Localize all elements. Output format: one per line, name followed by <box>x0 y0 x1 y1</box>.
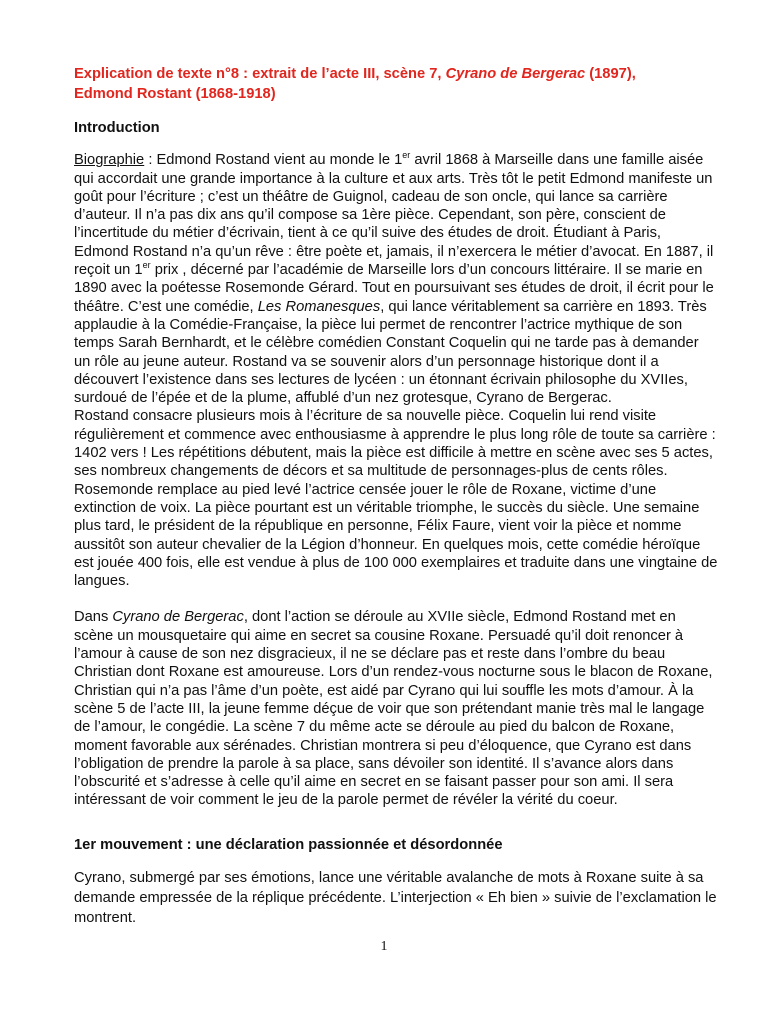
rostand-paragraph: Rostand consacre plusieurs mois à l’écriture de sa nouvelle pièce. Coquelin lui rend visite régulièrement et commence avec enthousiasme à apprendre le plus long rôle de toute sa carrière : 1402 vers ! Les répétitions débutent, mais la pièce est difficile à mettre en scène avec ses 5 actes, ses nombreux changements de décors et sa multitude de personnages-plus de cents rôles. Rosemonde remplace au pied levé l’actrice censée jouer le rôle de Roxane, victime d’une extinction de voix. La pièce pourtant est un véritable triomphe, le succès du siècle. Une semaine plus tard, le président de la république en personne, Félix Faure, vient voir la pièce et nomme aussitôt son auteur chevalier de la Légion d’honneur. En quelques mois, cette comédie héroïque est jouée 400 fois, elle est vendue à plus de 100 000 exemplaires et traduite dans une vingtaine de langues. <box>74 408 718 590</box>
dans-paragraph <box>74 608 718 809</box>
cyrano-paragraph: Cyrano, submergé par ses émotions, lance une véritable avalanche de mots à Roxane suite à sa demande empressée de la réplique précédente. L’interjection « Eh bien » suivie de l’exclamation le montrent. <box>74 869 717 926</box>
page-number: 1 <box>380 939 388 954</box>
bio-text-1: : Edmond Rostand vient au monde le 1 <box>144 152 403 169</box>
title-work: Cyrano de Bergerac <box>445 66 586 82</box>
introduction-heading: Introduction <box>74 120 160 136</box>
title-part1: Explication de texte n°8 : extrait de l’acte III, scène 7, <box>74 66 446 82</box>
movement-heading: 1er mouvement : une déclaration passionnée et désordonnée <box>74 836 503 853</box>
bio-text-2: avril 1868 à Marseille dans une famille aisée qui accordait une grande importance à la culture et aux arts. Très tôt le petit Edmond manifeste un goût pour l’écriture ; c’est un théâtre de Guignol, cadeau de son oncle, qui lance sa carrière d’auteur. Il n’a pas dix ans qu’il compose sa 1ère pièce. Cependant, son père, conscient de l’incertitude du métier d’écrivain, tient à ce qu’il suive des études de droit. Étudiant à Paris, Edmond Rostand n’a qu’un rêve : être poète et, jamais, il n’exercera le métier d’avocat. En 1887, il reçoit un 1 <box>74 152 714 279</box>
title-part2: (1897), <box>585 66 636 82</box>
dans-italic-title: Cyrano de Bergerac <box>112 609 244 626</box>
dans-text-2: , dont l’action se déroule au XVIIe siècle, Edmond Rostand met en scène un mousquetaire qui aime en secret sa cousine Roxane. Persuadé qu’il doit renoncer à l’amour à cause de son nez disgracieux, il ne se déclare pas et reste dans l’ombre du beau Christian dont Roxane est amoureuse. Lors d’un rendez-vous nocturne sous le blacon de Roxane, Christian qui n’a pas l’âme d’un poète, est aidé par Cyrano qui lui souffle les mots d’amour. À la scène 5 de l’acte III, la jeune femme déçue de voir que son prétendant manie très mal le langage de l’amour, le congédie. La scène 7 du même acte se déroule au pied du balcon de Roxane, moment favorable aux sérénades. Christian montrera si peu d’éloquence, que Cyrano est dans l’obligation de prendre la parole à sa place, sans dévoiler son identité. Il s’avance alors dans l’obscurité et s’adresse à celle qu’il aime en secret en se faisant passer pour son ami. Il sera intéressant de voir comment le jeu de la parole permet de révéler la vérité du coeur. <box>74 609 713 809</box>
bio-superscript-2: er <box>142 260 151 271</box>
bio-italic-title: Les Romanesques <box>257 298 381 315</box>
dans-text-1: Dans <box>74 609 113 626</box>
bio-text-4: , qui lance véritablement sa carrière en 1893. Très applaudie à la Comédie-Française, la pièce lui permet de rencontrer l’actrice mythique de son temps Sarah Bernhardt, et le célèbre comédien Constant Coquelin qui ne tarde pas à demander un rôle au jeune auteur. Rostand va se souvenir alors d’un personnage historique dont il a découvert l’existence dans ses lectures de lycéen : un étonnant écrivain philosophe du XVIIes, surdoué de l’épée et de la plume, affublé d’un nez grotesque, Cyrano de Bergerac. <box>74 298 707 407</box>
document-title <box>74 64 718 104</box>
title-line2: Edmond Rostant (1868-1918) <box>74 86 276 102</box>
biography-paragraph <box>74 151 718 407</box>
bio-superscript-1: er <box>402 150 411 161</box>
biography-label: Biographie <box>74 152 145 169</box>
bio-text-3: prix , décerné par l’académie de Marseille lors d’un concours littéraire. Il se marie en 1890 avec la poétesse Rosemonde Gérard. Tout en poursuivant ses études de droit, il écrit pour le théâtre. C’est une comédie, <box>74 262 714 315</box>
